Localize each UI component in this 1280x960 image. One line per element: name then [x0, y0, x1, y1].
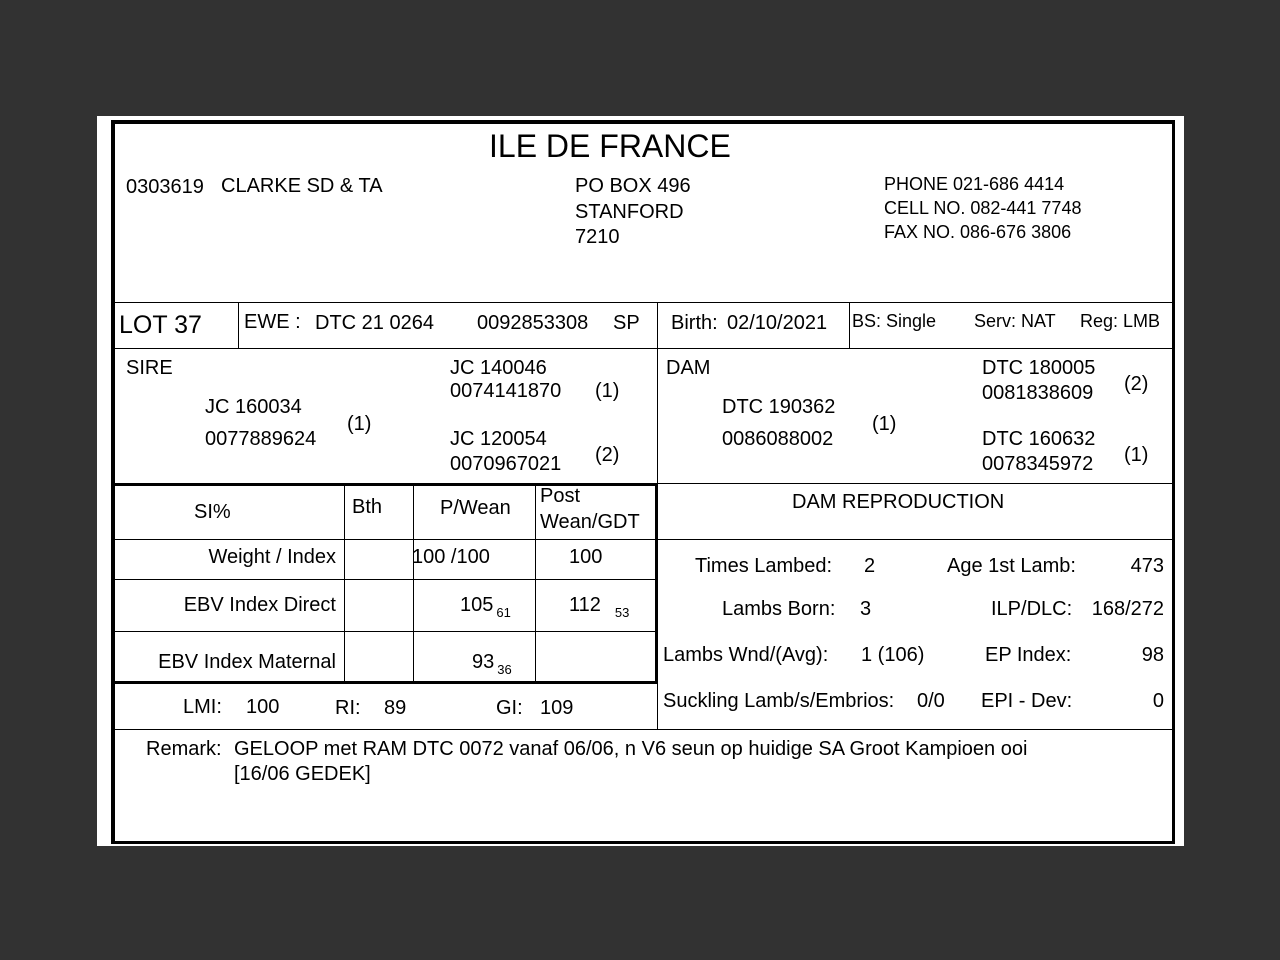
post-header-line2: Wean/GDT — [540, 511, 640, 533]
remark-label: Remark: — [146, 738, 222, 760]
ri-label: RI: — [335, 697, 361, 719]
lambs-born-label: Lambs Born: — [722, 598, 836, 620]
lmi-value: 100 — [246, 696, 280, 718]
reproduction-title: DAM REPRODUCTION — [792, 491, 1005, 513]
row-direct-post: 112 — [569, 594, 601, 616]
age-first-lamb-value: 473 — [1130, 555, 1164, 577]
divider — [114, 681, 658, 684]
sire-id: JC 160034 — [205, 396, 302, 418]
ewe-label: EWE : — [244, 311, 301, 333]
birth-status: BS: Single — [852, 311, 937, 331]
epi-dev-value: 0 — [1152, 690, 1164, 712]
dam-sire-count: (2) — [1124, 373, 1149, 395]
dam-sire-number: 0081838609 — [982, 382, 1094, 404]
remark-line-2: [16/06 GEDEK] — [234, 763, 371, 785]
sire-sire-id: JC 140046 — [450, 357, 547, 379]
row-weight-label: Weight / Index — [208, 546, 336, 568]
si-header: SI% — [194, 501, 231, 523]
sire-sire-number: 0074141870 — [450, 380, 562, 402]
sire-label: SIRE — [126, 357, 173, 379]
address-line-2: STANFORD — [575, 201, 684, 223]
lambs-born-value: 3 — [860, 598, 872, 620]
divider — [114, 348, 1172, 349]
ewe-grade: SP — [613, 312, 640, 334]
row-direct-pwean-cell — [460, 594, 511, 620]
birth-date: 02/10/2021 — [727, 312, 828, 334]
dam-sire-id: DTC 180005 — [982, 357, 1096, 379]
dam-number: 0086088002 — [722, 428, 834, 450]
ewe-number: 0092853308 — [477, 312, 589, 334]
sire-sire-count: (1) — [595, 380, 620, 402]
times-lambed-value: 2 — [864, 555, 876, 577]
row-direct-post-accuracy: 53 — [614, 605, 630, 620]
sire-dam-count: (2) — [595, 444, 620, 466]
row-direct-pwean-accuracy: 61 — [496, 605, 511, 620]
dam-id: DTC 190362 — [722, 396, 836, 418]
age-first-lamb-label: Age 1st Lamb: — [947, 555, 1076, 577]
gi-label: GI: — [496, 697, 523, 719]
divider — [344, 484, 345, 683]
ri-value: 89 — [384, 697, 407, 719]
row-maternal-pwean-accuracy: 36 — [497, 662, 512, 677]
dam-label: DAM — [666, 357, 711, 379]
row-maternal-label: EBV Index Maternal — [158, 651, 336, 673]
cell-number: CELL NO. 082-441 7748 — [884, 198, 1082, 218]
divider — [238, 302, 239, 348]
dam-count: (1) — [872, 413, 897, 435]
divider — [114, 579, 657, 580]
ewe-id: DTC 21 0264 — [315, 312, 434, 334]
fax-number: FAX NO. 086-676 3806 — [884, 222, 1072, 242]
epi-dev-label: EPI - Dev: — [981, 690, 1073, 712]
pwean-header: P/Wean — [440, 497, 511, 519]
sire-dam-id: JC 120054 — [450, 428, 547, 450]
row-maternal-pwean: 93 — [472, 651, 495, 673]
owner-code: 0303619 — [126, 176, 204, 198]
ep-index-value: 98 — [1141, 644, 1164, 666]
address-line-3: 7210 — [575, 226, 620, 248]
row-maternal-pwean-cell — [472, 651, 512, 677]
divider — [655, 484, 658, 684]
sire-dam-number: 0070967021 — [450, 453, 562, 475]
divider — [114, 631, 657, 632]
dam-dam-id: DTC 160632 — [982, 428, 1096, 450]
phone-number: PHONE 021-686 4414 — [884, 174, 1065, 194]
lmi-label: LMI: — [183, 696, 222, 718]
divider — [413, 484, 414, 683]
breed-title: ILE DE FRANCE — [489, 128, 731, 164]
address-line-1: PO BOX 496 — [575, 175, 691, 197]
suckling-label: Suckling Lamb/s/Embrios: — [663, 690, 895, 712]
divider — [657, 684, 658, 729]
divider — [114, 302, 1172, 303]
times-lambed-label: Times Lambed: — [695, 555, 833, 577]
row-weight-pwean: 100 /100 — [412, 546, 490, 568]
divider — [114, 729, 1172, 730]
sire-number: 0077889624 — [205, 428, 317, 450]
row-direct-label: EBV Index Direct — [183, 594, 336, 616]
dam-dam-count: (1) — [1124, 444, 1149, 466]
post-header-line1: Post — [540, 485, 581, 507]
service-type: Serv: NAT — [974, 311, 1056, 331]
divider — [849, 302, 850, 348]
remark-line-1: GELOOP met RAM DTC 0072 vanaf 06/06, n V6 seun op huidige SA Groot Kampioen ooi — [234, 738, 1028, 760]
divider — [657, 302, 658, 484]
dam-dam-number: 0078345972 — [982, 453, 1094, 475]
row-weight-post: 100 — [569, 546, 603, 568]
ilp-value: 168/272 — [1091, 598, 1164, 620]
ep-index-label: EP Index: — [985, 644, 1072, 666]
suckling-value: 0/0 — [917, 690, 945, 712]
lot-number: LOT 37 — [119, 311, 202, 339]
owner-name: CLARKE SD & TA — [221, 175, 383, 197]
ilp-label: ILP/DLC: — [991, 598, 1073, 620]
divider — [114, 539, 1172, 540]
sire-count: (1) — [347, 413, 372, 435]
registration: Reg: LMB — [1080, 311, 1161, 331]
row-direct-pwean: 105 — [460, 594, 494, 616]
divider — [658, 483, 1172, 484]
row-direct-post-cell — [569, 594, 630, 620]
divider — [535, 484, 536, 683]
lambs-weaned-label: Lambs Wnd/(Avg): — [663, 644, 829, 666]
bth-header: Bth — [352, 496, 383, 518]
birth-label: Birth: — [671, 312, 718, 334]
gi-value: 109 — [540, 697, 574, 719]
lambs-weaned-value: 1 (106) — [861, 644, 925, 666]
